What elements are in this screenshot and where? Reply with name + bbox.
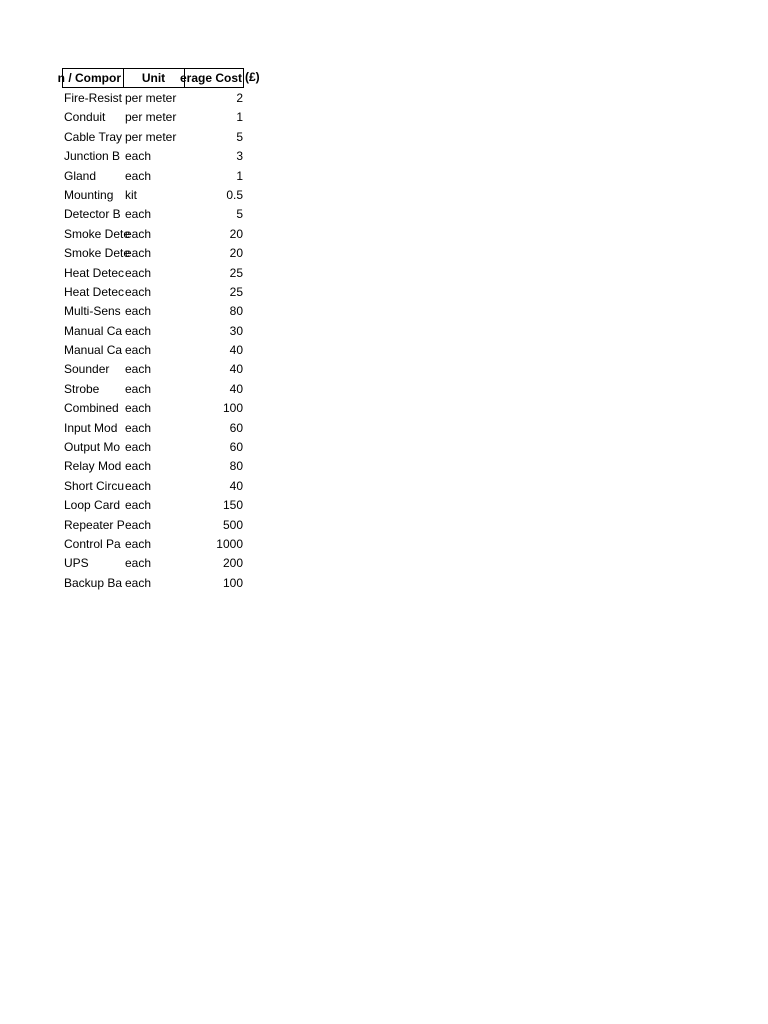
cell-unit[interactable]: each — [125, 575, 152, 590]
table-row — [62, 419, 262, 438]
table-row — [62, 186, 262, 205]
cell-cost[interactable]: 40 — [229, 381, 243, 396]
cell-item[interactable]: Junction B — [64, 149, 121, 164]
cell-item[interactable]: Detector B — [64, 207, 121, 222]
cell-unit[interactable]: each — [125, 246, 152, 261]
table-row — [62, 360, 262, 379]
cell-cost[interactable]: 2 — [236, 91, 243, 105]
header-cost-label: erage Cost — [179, 71, 242, 85]
cell-item[interactable]: Smoke Dete — [64, 246, 131, 261]
cell-unit[interactable]: each — [125, 478, 152, 493]
cell-item[interactable]: Manual Ca — [64, 323, 123, 338]
header-item-label: n / Compor — [57, 71, 121, 85]
cell-cost[interactable]: 1000 — [216, 536, 243, 551]
table-row — [62, 399, 262, 418]
cell-unit[interactable]: each — [125, 459, 152, 474]
cell-unit[interactable]: each — [125, 226, 152, 241]
cell-unit[interactable]: each — [125, 304, 152, 319]
header-row — [57, 68, 322, 88]
cell-unit[interactable]: kit — [125, 187, 137, 202]
cell-unit[interactable]: each — [125, 323, 152, 338]
table-row — [62, 341, 262, 360]
cell-item[interactable]: Backup Ba — [64, 575, 123, 590]
header-cost-overflow: (£) — [245, 70, 260, 84]
table-row — [62, 380, 262, 399]
cell-unit[interactable]: each — [125, 536, 152, 551]
cell-unit[interactable]: each — [125, 207, 152, 222]
cell-cost[interactable]: 0.5 — [226, 187, 243, 202]
cell-item[interactable]: Loop Card — [64, 498, 121, 513]
cell-item[interactable]: Cable Tray — [64, 129, 123, 144]
table-row — [62, 283, 262, 302]
cell-item[interactable]: Input Mod — [64, 420, 118, 435]
header-unit[interactable] — [123, 68, 185, 88]
cell-cost[interactable]: 1 — [236, 110, 243, 125]
cell-item[interactable]: Output Mo — [64, 440, 121, 455]
cell-unit[interactable]: each — [125, 362, 152, 377]
cell-cost[interactable]: 1 — [236, 168, 243, 183]
cell-unit[interactable]: each — [125, 440, 152, 455]
cell-cost[interactable]: 25 — [229, 265, 243, 280]
header-unit-label: Unit — [141, 71, 166, 85]
cell-item[interactable]: Gland — [64, 168, 97, 183]
table-row — [62, 205, 262, 224]
cell-cost[interactable]: 100 — [222, 401, 243, 416]
cell-item[interactable]: Combined — [64, 401, 119, 416]
cell-unit[interactable]: per meter — [125, 129, 177, 144]
cell-unit[interactable]: per meter — [125, 91, 177, 105]
cell-cost[interactable]: 150 — [222, 498, 243, 513]
table-row — [62, 554, 262, 573]
cell-item[interactable]: Manual Ca — [64, 343, 123, 358]
table-row — [62, 225, 262, 244]
cell-unit[interactable]: each — [125, 343, 152, 358]
table-row — [62, 108, 262, 127]
table-row — [62, 438, 262, 457]
cell-item[interactable]: Mounting — [64, 187, 114, 202]
cell-unit[interactable]: each — [125, 498, 152, 513]
cell-item[interactable]: Relay Mod — [64, 459, 122, 474]
table-row — [62, 264, 262, 283]
cell-item[interactable]: Repeater P — [64, 517, 125, 532]
header-cost[interactable] — [179, 68, 244, 88]
cell-cost[interactable]: 80 — [229, 459, 243, 474]
cell-cost[interactable]: 3 — [236, 149, 243, 164]
table-row — [62, 128, 262, 147]
cell-unit[interactable]: each — [125, 420, 152, 435]
table-row — [62, 322, 262, 341]
cell-unit[interactable]: each — [125, 149, 152, 164]
cell-cost[interactable]: 60 — [229, 440, 243, 455]
table-row — [62, 535, 262, 554]
table-row — [62, 167, 262, 186]
cell-cost[interactable]: 20 — [229, 226, 243, 241]
table-row — [62, 496, 262, 515]
cell-unit[interactable]: each — [125, 381, 152, 396]
cell-item[interactable]: Control Pa — [64, 536, 121, 551]
cell-item[interactable]: Conduit — [64, 110, 106, 125]
cell-item[interactable]: Short Circu — [64, 478, 125, 493]
cell-item[interactable]: UPS — [64, 556, 89, 571]
cell-cost[interactable]: 40 — [229, 478, 243, 493]
cell-cost[interactable]: 25 — [229, 284, 243, 299]
cell-item[interactable]: Fire-Resist — [64, 91, 123, 105]
table-row — [62, 147, 262, 166]
table-row — [62, 574, 262, 593]
table-row — [62, 477, 262, 496]
header-item[interactable] — [57, 68, 124, 88]
cell-unit[interactable]: each — [125, 284, 152, 299]
table-body — [62, 89, 262, 593]
table-row — [62, 457, 262, 476]
cell-item[interactable]: Heat Detec — [64, 265, 125, 280]
table-row — [62, 516, 262, 535]
cell-item[interactable]: Smoke Dete — [64, 226, 131, 241]
cell-cost[interactable]: 200 — [222, 556, 243, 571]
table-row — [62, 302, 262, 321]
cell-unit[interactable]: each — [125, 556, 152, 571]
cell-unit[interactable]: each — [125, 168, 152, 183]
cell-unit[interactable]: each — [125, 265, 152, 280]
cell-item[interactable]: Strobe — [64, 381, 100, 396]
cell-cost[interactable]: 30 — [229, 323, 243, 338]
cell-item[interactable]: Heat Detec — [64, 284, 125, 299]
cell-unit[interactable]: per meter — [125, 110, 177, 125]
cell-item[interactable]: Sounder — [64, 362, 110, 377]
cell-item[interactable]: Multi-Sens — [64, 304, 121, 319]
cell-cost[interactable]: 500 — [222, 517, 243, 532]
cell-cost[interactable]: 5 — [236, 207, 243, 222]
cell-cost[interactable]: 60 — [229, 420, 243, 435]
cell-unit[interactable]: each — [125, 517, 152, 532]
table-row — [62, 244, 262, 263]
table-row — [62, 89, 262, 108]
cell-cost[interactable]: 100 — [222, 575, 243, 590]
cell-cost[interactable]: 5 — [236, 129, 243, 144]
cell-cost[interactable]: 40 — [229, 362, 243, 377]
cell-cost[interactable]: 40 — [229, 343, 243, 358]
cell-cost[interactable]: 20 — [229, 246, 243, 261]
cell-unit[interactable]: each — [125, 401, 152, 416]
cell-cost[interactable]: 80 — [229, 304, 243, 319]
